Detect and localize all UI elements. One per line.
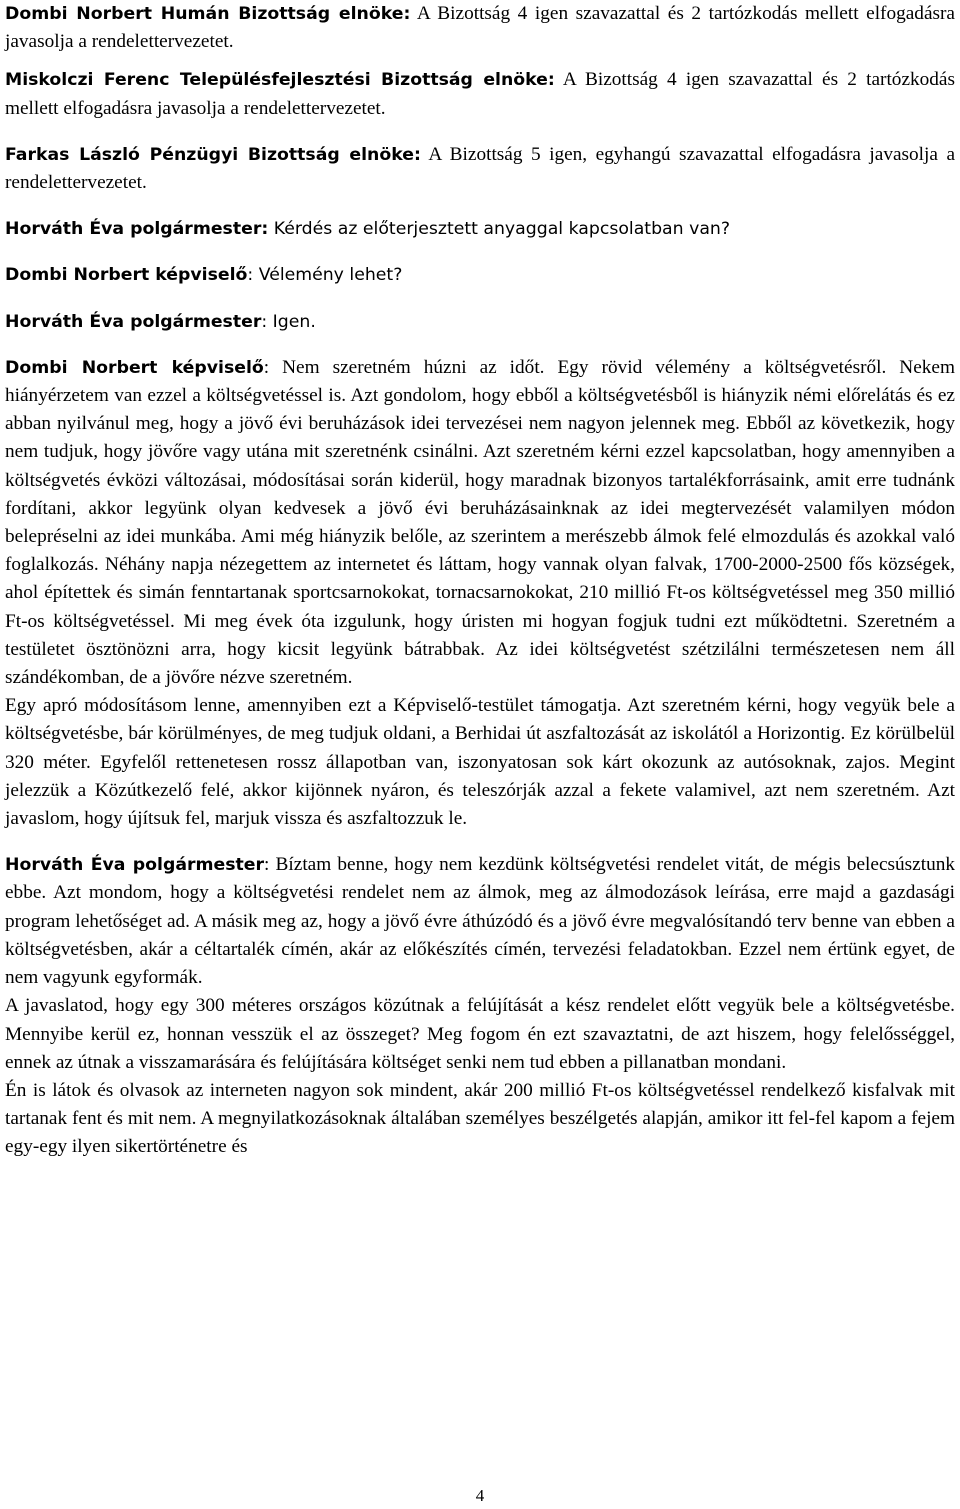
speaker-label: Dombi Norbert képviselő — [5, 265, 248, 286]
paragraph-text: Egy apró módosításom lenne, amennyiben ezt a Képviselő-testület támogatja. Azt szeretném kérni, hogy vegyük bele a költségvetésbe, bár körülményes, de meg tudjuk oldani, a Berhidai út aszfaltozását az iskolától a Horizontig. Ez körülbelül 320 méter. Egyfelől rettenetesen rossz állapotban van, iszonyatosan sok kárt okozunk az autósoknak, zajos. Megint jelezzük a Közútkezelő felé, akkor kijönnek nyáron, és teleszórják azzal a fekete valamivel, azt nem szeretném. Azt javaslom, hogy újítsuk fel, marjuk vissza és aszfaltozzuk le. — [5, 695, 955, 830]
speaker-label: Farkas László Pénzügyi Bizottság elnöke: — [5, 144, 421, 165]
paragraph-text: Én is látok és olvasok az interneten nagyon sok mindent, akár 200 millió Ft-os költségvetéssel rendelkező kisfalvak mit tartanak fent és mit nem. A megnyilatkozásoknak általában személyes beszélgetés alapján, amikor itt fel-fel kapom a fejem egy-egy ilyen sikertörténetre és — [5, 1079, 955, 1158]
paragraph-text: : Nem szeretném húzni az időt. Egy rövid vélemény a költségvetésről. Nekem hiányérzetem van ezzel a költségvetéssel is. Azt gondolom, hogy ebből a költségvetésből is hiányzik némi előrelátás és ez abban nyilvánul meg, hogy a jövő évi beruházások idei tervezései nem nagyon jelennek meg. Ebből az következik, hogy nem tudjuk, hogy jövőre vagy utána mit szeretnénk csinálni. Azt szeretném kérni ezzel kapcsolatban, hogy amennyiben a költségvetés évközi változásai, módosításai során kiderül, hogy maradnak bizonyos tartalékforrásaink, amit erre tudnánk fordítani, akkor legyünk olyan kedvesek a jövő évi beruházásainknak az idei megtervezését valamilyen módon belepréselni az idei munkába. Ami még hiányzik belőle, az szerintem a merészebb álmok felé elmozdulás és azokkal való foglalkozás. Néhány napja nézegettem az internetet és láttam, hogy vannak olyan falvak, 1700-2000-2500 fős községek, ahol építettek és simán fenntartanak sportcsarnokokat, tornacsarnokokat, 210 millió Ft-os költségvetéssel meg 350 millió Ft-os költségvetéssel. Mi meg évek óta izgulunk, hogy úristen mi hogyan fogjuk tudni ezt működtetni. Szeretném a testületet ösztönözni arra, hogy kicsit legyünk bátrabbak. Az idei költségvetést szétzilálni természetesen nem áll szándékomban, de a jövőre nézve szeretném. — [5, 356, 955, 689]
paragraph-3 — [5, 141, 955, 197]
paragraph-6 — [5, 308, 955, 336]
paragraph-text: : Bíztam benne, hogy nem kezdünk költségvetési rendelet vitát, de mégis belecsúsztunk ebbe. Azt mondom, hogy a költségvetési rendelet nem az álmok, meg az álmodozások leírása, erre majd a gazdasági program lehetőséget ad. A másik meg az, hogy a jövő évre áthúzódó és a jövő évre megvalósítandó terv benne van ebben a költségvetésben, akár a céltartalék címén, akár az előkészítés címén, tervezési feladatokban. Ezzel nem értünk egyet, de nem vagyunk egyformák. — [5, 854, 955, 989]
paragraph-4 — [5, 215, 955, 243]
speaker-label: Horváth Éva polgármester — [5, 311, 262, 332]
speaker-label: Horváth Éva polgármester: — [5, 219, 269, 240]
document-page — [5, 0, 955, 1162]
paragraph-1 — [5, 0, 955, 56]
paragraph-text: A Bizottság 4 igen szavazattal és 2 tartózkodás mellett elfogadásra javasolja a rendelettervezetet. — [5, 69, 955, 119]
paragraph-7 — [5, 354, 955, 692]
paragraph-text: A javaslatod, hogy egy 300 méteres országos közútnak a felújítását a kész rendelet előtt vegyük bele a költségvetésbe. Mennyibe kerül ez, honnan vesszük el az összeget? Meg fogom én ezt szavaztatni, de azt hiszem, hogy felelősséggel, ennek az útnak a visszamarására és felújítására költséget senki nem tud ebben a pillanatban mondani. — [5, 995, 955, 1073]
paragraph-text: : Igen. — [261, 311, 316, 332]
paragraph-8 — [5, 692, 955, 833]
paragraph-2 — [5, 66, 955, 122]
speaker-label: Dombi Norbert Humán Bizottság elnöke: — [5, 4, 411, 24]
paragraph-5 — [5, 261, 955, 289]
speaker-label: Horváth Éva polgármester — [5, 855, 265, 876]
page-number: 4 — [475, 1486, 485, 1505]
paragraph-11 — [5, 1077, 955, 1162]
paragraph-10 — [5, 992, 955, 1077]
speaker-label: Dombi Norbert képviselő — [5, 357, 264, 378]
paragraph-text: A Bizottság 4 igen szavazattal és 2 tartózkodás mellett elfogadásra javasolja a rendelettervezetet. — [5, 3, 955, 53]
paragraph-text: Kérdés az előterjesztett anyaggal kapcsolatban van? — [268, 219, 731, 240]
paragraph-text: A Bizottság 5 igen, egyhangú szavazattal elfogadásra javasolja a rendelettervezetet. — [5, 143, 955, 194]
paragraph-9 — [5, 851, 955, 992]
speaker-label: Miskolczi Ferenc Településfejlesztési Bizottság elnöke: — [5, 70, 555, 91]
paragraph-text: : Vélemény lehet? — [247, 265, 403, 286]
